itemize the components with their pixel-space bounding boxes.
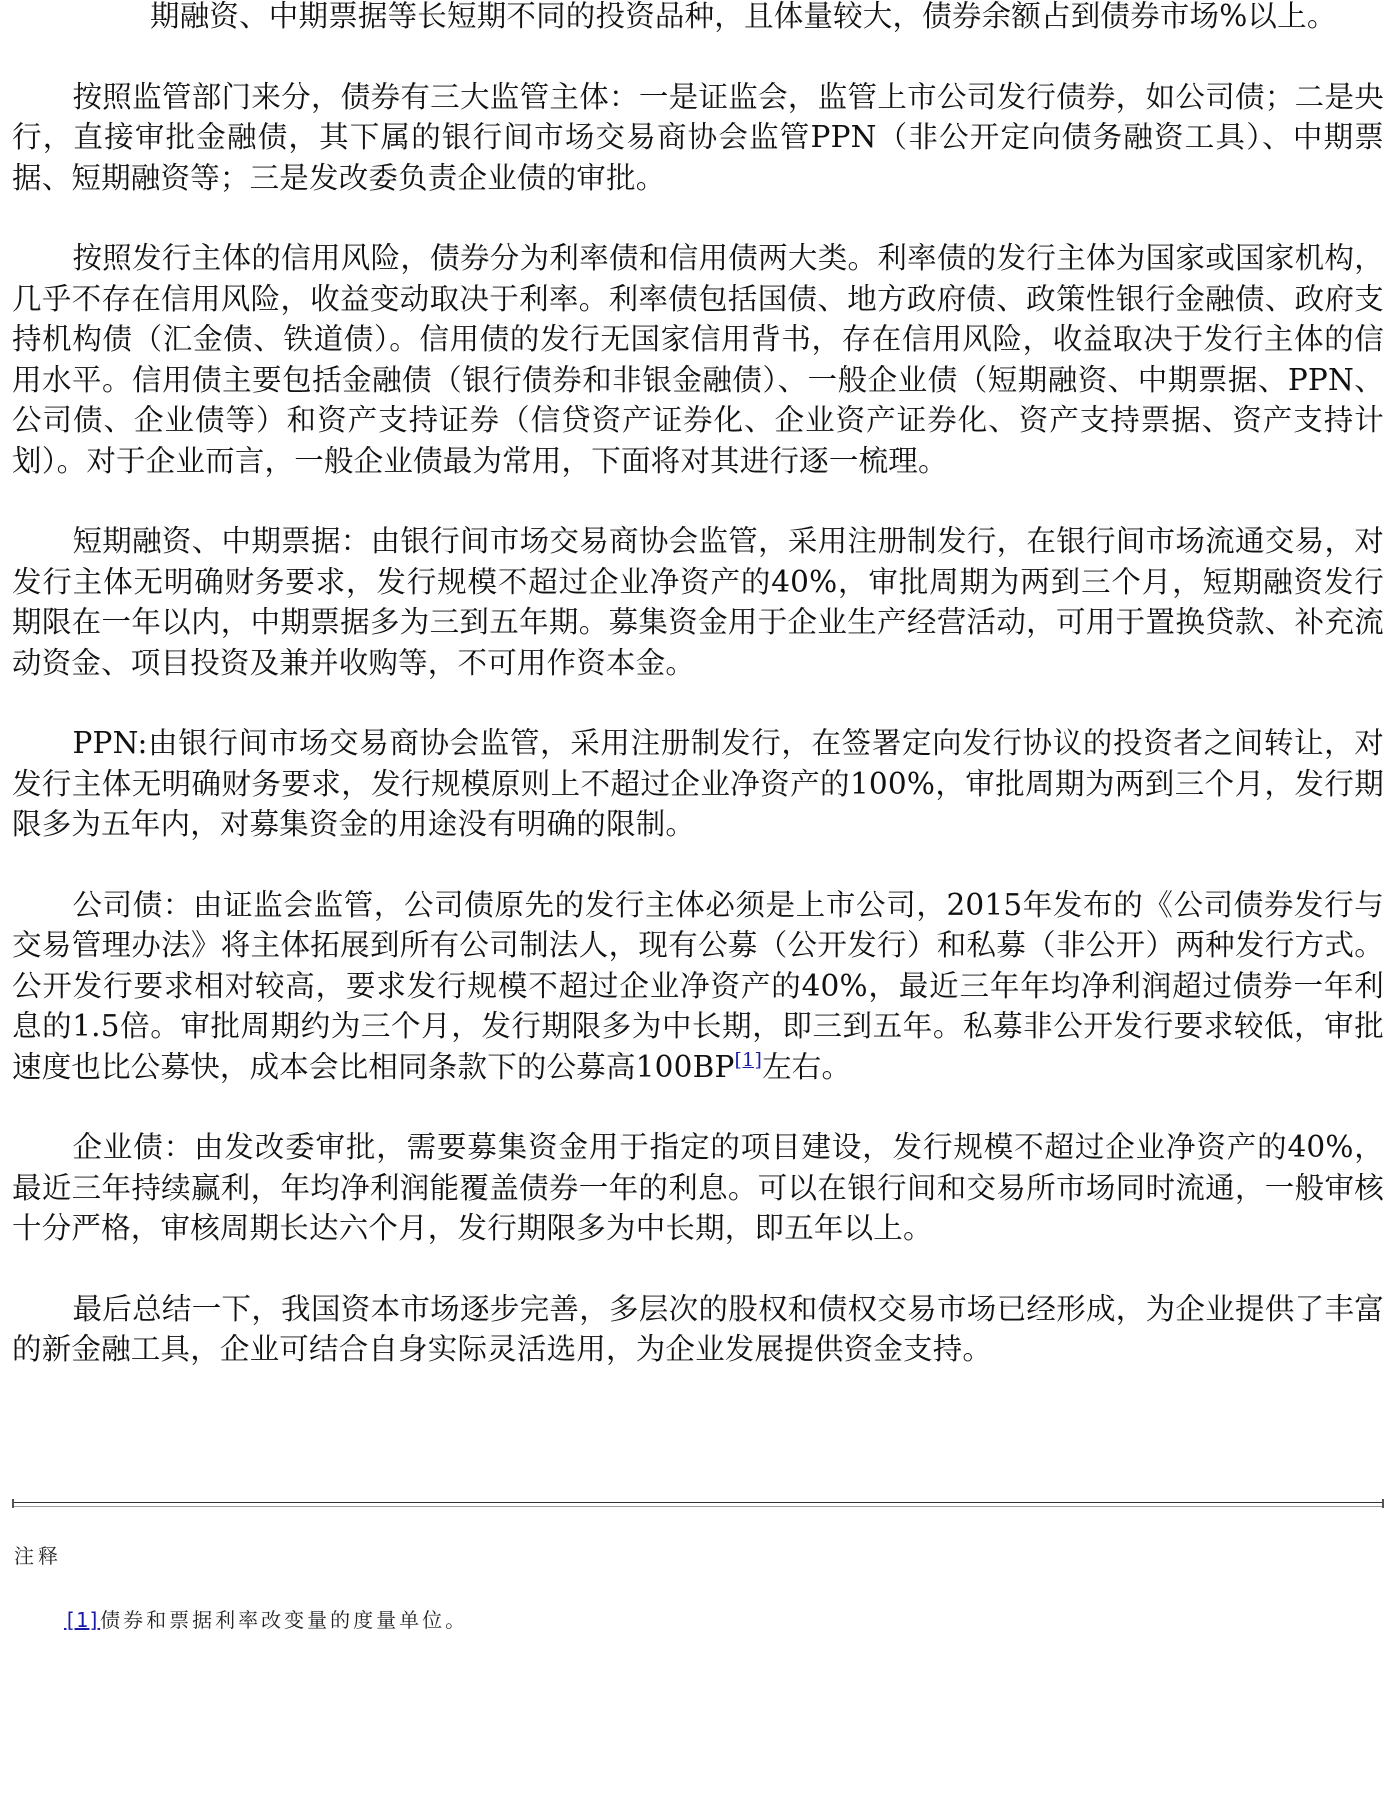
note-backref-link[interactable]: [1]: [64, 1608, 101, 1632]
paragraph-short-term-notes: 短期融资、中期票据：由银行间市场交易商协会监管，采用注册制发行，在银行间市场流通交易，对发行主体无明确财务要求，发行规模不超过企业净资产的40%，审批周期为两到三个月，短期融资发行期限在一年以内，中期票据多为三到五年期。募集资金用于企业生产经营活动，可用于置换贷款、补充流动资金、项目投资及兼并收购等，不可用作资本金。: [12, 524, 1384, 680]
note-text: 债券和票据利率改变量的度量单位。: [100, 1608, 469, 1632]
footnote-ref-link[interactable]: [1]: [734, 1048, 763, 1071]
notes-heading: 注释: [14, 1544, 62, 1568]
document-body: [12, 0, 1384, 1410]
note-item: [64, 1604, 468, 1633]
paragraph-corporate-bond: [12, 885, 1384, 1088]
corporate-bond-tail: 左右。: [762, 1049, 852, 1084]
notes-divider: [12, 1502, 1384, 1507]
corporate-bond-text: 公司债：由证监会监管，公司债原先的发行主体必须是上市公司，2015年发布的《公司债券发行与交易管理办法》将主体拓展到所有公司制法人，现有公募（公开发行）和私募（非公开）两种发行方式。公开发行要求相对较高，要求发行规模不超过企业净资产的40%，最近三年年均净利润超过债券一年利息的1.5倍。审批周期约为三个月，发行期限多为中长期，即三到五年。私募非公开发行要求较低，审批速度也比公募快，成本会比相同条款下的公募高100BP: [12, 887, 1384, 1084]
paragraph-continued: 期融资、中期票据等长短期不同的投资品种，且体量较大，债券余额占到债券市场%以上。: [150, 0, 1337, 33]
paragraph-credit-risk: 按照发行主体的信用风险，债券分为利率债和信用债两大类。利率债的发行主体为国家或国家机构，几乎不存在信用风险，收益变动取决于利率。利率债包括国债、地方政府债、政策性银行金融债、政府支持机构债（汇金债、铁道债）。信用债的发行无国家信用背书，存在信用风险，收益取决于发行主体的信用水平。信用债主要包括金融债（银行债券和非银金融债）、一般企业债（短期融资、中期票据、PPN、公司债、企业债等）和资产支持证券（信贷资产证券化、企业资产证券化、资产支持票据、资产支持计划）。对于企业而言，一般企业债最为常用，下面将对其进行逐一梳理。: [12, 241, 1384, 478]
paragraph-regulators: 按照监管部门来分，债券有三大监管主体：一是证监会，监管上市公司发行债券，如公司债；二是央行，直接审批金融债，其下属的银行间市场交易商协会监管PPN（非公开定向债务融资工具）、中期票据、短期融资等；三是发改委负责企业债的审批。: [12, 79, 1384, 195]
paragraph-summary: 最后总结一下，我国资本市场逐步完善，多层次的股权和债权交易市场已经形成，为企业提供了丰富的新金融工具，企业可结合自身实际灵活选用，为企业发展提供资金支持。: [12, 1291, 1384, 1366]
paragraph-enterprise-bond: 企业债：由发改委审批，需要募集资金用于指定的项目建设，发行规模不超过企业净资产的40%，最近三年持续赢利，年均净利润能覆盖债券一年的利息。可以在银行间和交易所市场同时流通，一般审核十分严格，审核周期长达六个月，发行期限多为中长期，即五年以上。: [12, 1130, 1384, 1245]
paragraph-ppn: PPN:由银行间市场交易商协会监管，采用注册制发行，在签署定向发行协议的投资者之间转让，对发行主体无明确财务要求，发行规模原则上不超过企业净资产的100%，审批周期为两到三个月，发行期限多为五年内，对募集资金的用途没有明确的限制。: [12, 726, 1384, 841]
